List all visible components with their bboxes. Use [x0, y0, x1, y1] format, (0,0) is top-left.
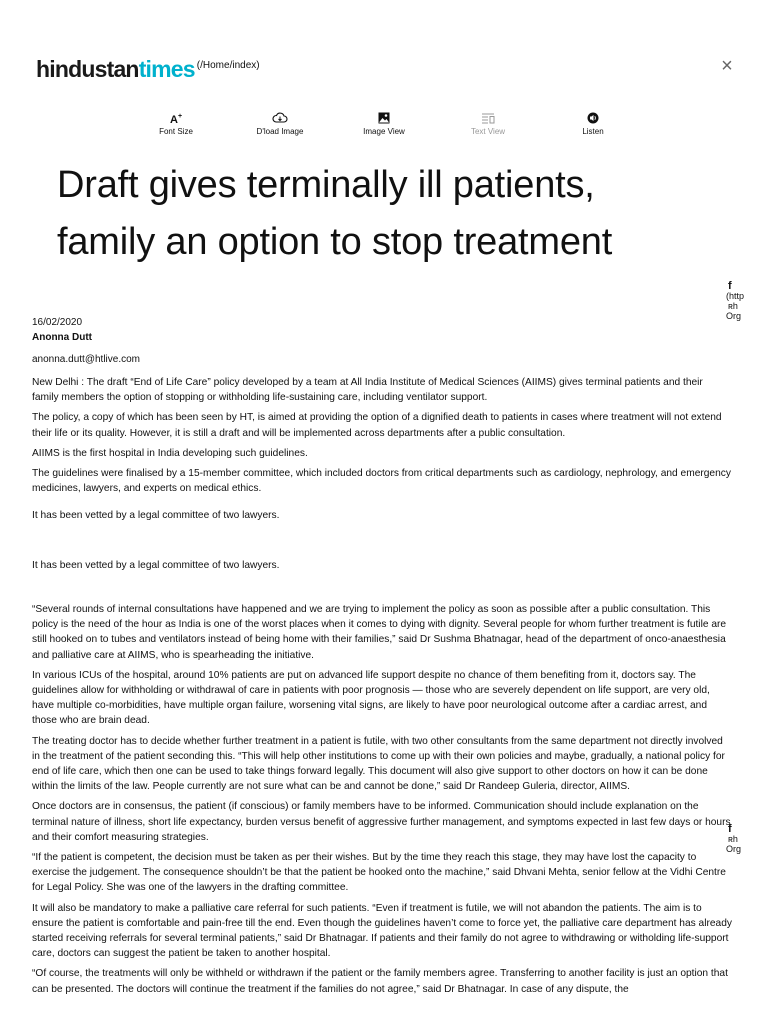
download-image-button[interactable] — [240, 112, 320, 136]
article-paragraph: “Several rounds of internal consultations have happened and we are trying to implement the policy as soon as possible after a public consultation. This policy is the need of the hour as India is one of the worst places when it comes to dying with dignity. Several people for whom further treatment is futile are still hooked on to tubes and ventilators instead of being home with their families,” said Dr Sushma Bhatnagar, head of the department of onco-anaesthesia and palliative care at AIIMS, who is spearheading the initiative. — [32, 604, 727, 661]
article-date: 16/02/2020 — [32, 317, 83, 328]
share-org-text[interactable]: Org — [726, 844, 742, 854]
article-body-top — [32, 375, 732, 501]
svg-text:+: + — [178, 113, 183, 120]
site-header — [36, 56, 260, 82]
share-rail-top — [726, 281, 746, 356]
facebook-icon[interactable]: f — [728, 280, 732, 292]
article-body-bottom — [32, 602, 732, 1002]
font-size-button[interactable] — [136, 112, 216, 136]
page-break-line-bottom — [32, 560, 732, 573]
article-paragraph: “If the patient is competent, the decision must be taken as per their wishes. But by the time they reach this stage, they may have lost the capacity to exercise the judgement. The consequence shouldn’t be that the patient be hooked onto the machine,” said Dhvani Mehta, senior fellow at the Vidhi Centre for Legal Policy. She was one of the lawyers in the drafting committee. — [32, 852, 726, 894]
share-org-text[interactable]: Org — [726, 311, 742, 321]
facebook-icon[interactable]: f — [728, 823, 732, 835]
article-paragraph: The treating doctor has to decide whether further treatment in a patient is futile, with two other consultants from the same department not directly involved in the treatment of the patient seconding this. “This will help other institutions to come up with their own policies and maybe, gradually, a national policy for end of life care, which then one can be used to take things forward legally. This document will also give support to other doctors on how it can be done within the limits of the law. People currently are not sure what can be and cannot be done,” said Dr Randeep Guleria, director, AIIMS. — [32, 735, 725, 793]
logo-text-times: times — [138, 56, 195, 82]
listen-label: Listen — [582, 127, 604, 136]
close-button[interactable]: × — [721, 55, 733, 77]
article-paragraph: New Delhi : The draft “End of Life Care” policy developed by a team at All India Institute of Medical Sciences (AIIMS) gives terminal patients and their family members the option of stopping or withholding life-sustaining care, including ventilator support. — [32, 377, 703, 404]
svg-text:A: A — [170, 114, 178, 126]
article-paragraph: “Of course, the treatments will only be withheld or withdrawn if the patient or the family members agree. Transferring to another facility is just an option that can be presented. The doctors will continue the treatment if the families do not agree,” said Dr Bhatnagar. In case of any dispute, the — [32, 968, 728, 995]
share-rail-bottom — [726, 824, 746, 896]
listen-button[interactable] — [553, 112, 633, 136]
text-view-icon — [448, 112, 528, 126]
font-size-label: Font Size — [159, 127, 193, 136]
twitter-icon[interactable]: ʀh — [728, 834, 738, 844]
article-title: Draft gives terminally ill patients, family an option to stop treatment — [57, 164, 613, 263]
image-view-label: Image View — [363, 127, 405, 136]
article-split-line: It has been vetted by a legal committee of two lawyers. — [32, 510, 280, 521]
image-icon — [344, 112, 424, 126]
twitter-icon[interactable]: ʀh — [728, 301, 738, 311]
article-paragraph: In various ICUs of the hospital, around 10% patients are put on advanced life support despite no chance of them benefiting from it, doctors say. The guidelines allow for withholding or withdrawal of care in patients with poor prognosis — those who are severely dependent on life support, are very old, have multiple co-morbidities, have multiple organ failure, worsening vital signs, are likely to have poor neurological outcome after a cardiac arrest, and those who are brain dead. — [32, 669, 710, 727]
article-paragraph: It will also be mandatory to make a palliative care referral for such patients. “Even if treatment is futile, we will not abandon the patients. The aim is to ensure the patient is comfortable and pain-free till the end. Even though the guidelines haven’t come to force yet, the palliative care department has already started receiving referrals for several terminal patients,” said Dr Bhatnagar. If patients and their family do not agree to withdrawing or witholding life-support care, doctors can suggest the patient be taken to another hospital. — [32, 902, 732, 960]
font-size-icon — [136, 112, 216, 126]
logo-text-hindustan: hindustan — [36, 56, 139, 82]
cloud-download-icon — [240, 112, 320, 126]
author-email[interactable]: anonna.dutt@htlive.com — [32, 354, 140, 365]
article-paragraph: AIIMS is the first hospital in India developing such guidelines. — [32, 447, 308, 459]
text-view-button[interactable] — [448, 112, 528, 136]
article-paragraph: The policy, a copy of which has been seen by HT, is aimed at providing the option of a dignified death to patients in cases where treatment will not extend their life or its quality. However, it is still a draft and will be implemented across departments after a public consultation. — [32, 412, 722, 439]
download-image-label: D'load Image — [256, 127, 304, 136]
article-paragraph: The guidelines were finalised by a 15-member committee, which included doctors from critical departments such as cardiology, nephrology, and emergency medicines, lawyers, and experts on medical ethics. — [32, 468, 731, 495]
article-author[interactable]: Anonna Dutt — [32, 332, 92, 343]
speaker-icon — [553, 112, 633, 126]
article-split-line-cut: It has been vetted by a legal committee of two lawyers. — [32, 560, 280, 571]
article-toolbar — [0, 112, 768, 142]
page-break-line-top — [32, 508, 732, 521]
article-paragraph: Once doctors are in consensus, the patient (if conscious) or family members have to be informed. Communication should include explanation on the terminal nature of illness, short life expectancy, burden versus benefit of aggressive further management, and symptoms expected in last few days or hours and their comfort measuring strategies. — [32, 801, 731, 843]
text-view-label: Text View — [470, 127, 506, 136]
home-link[interactable]: (/Home/index) — [196, 60, 260, 71]
image-view-button[interactable] — [344, 112, 424, 136]
site-logo[interactable] — [36, 56, 195, 82]
share-link-text[interactable]: (http — [726, 291, 745, 301]
